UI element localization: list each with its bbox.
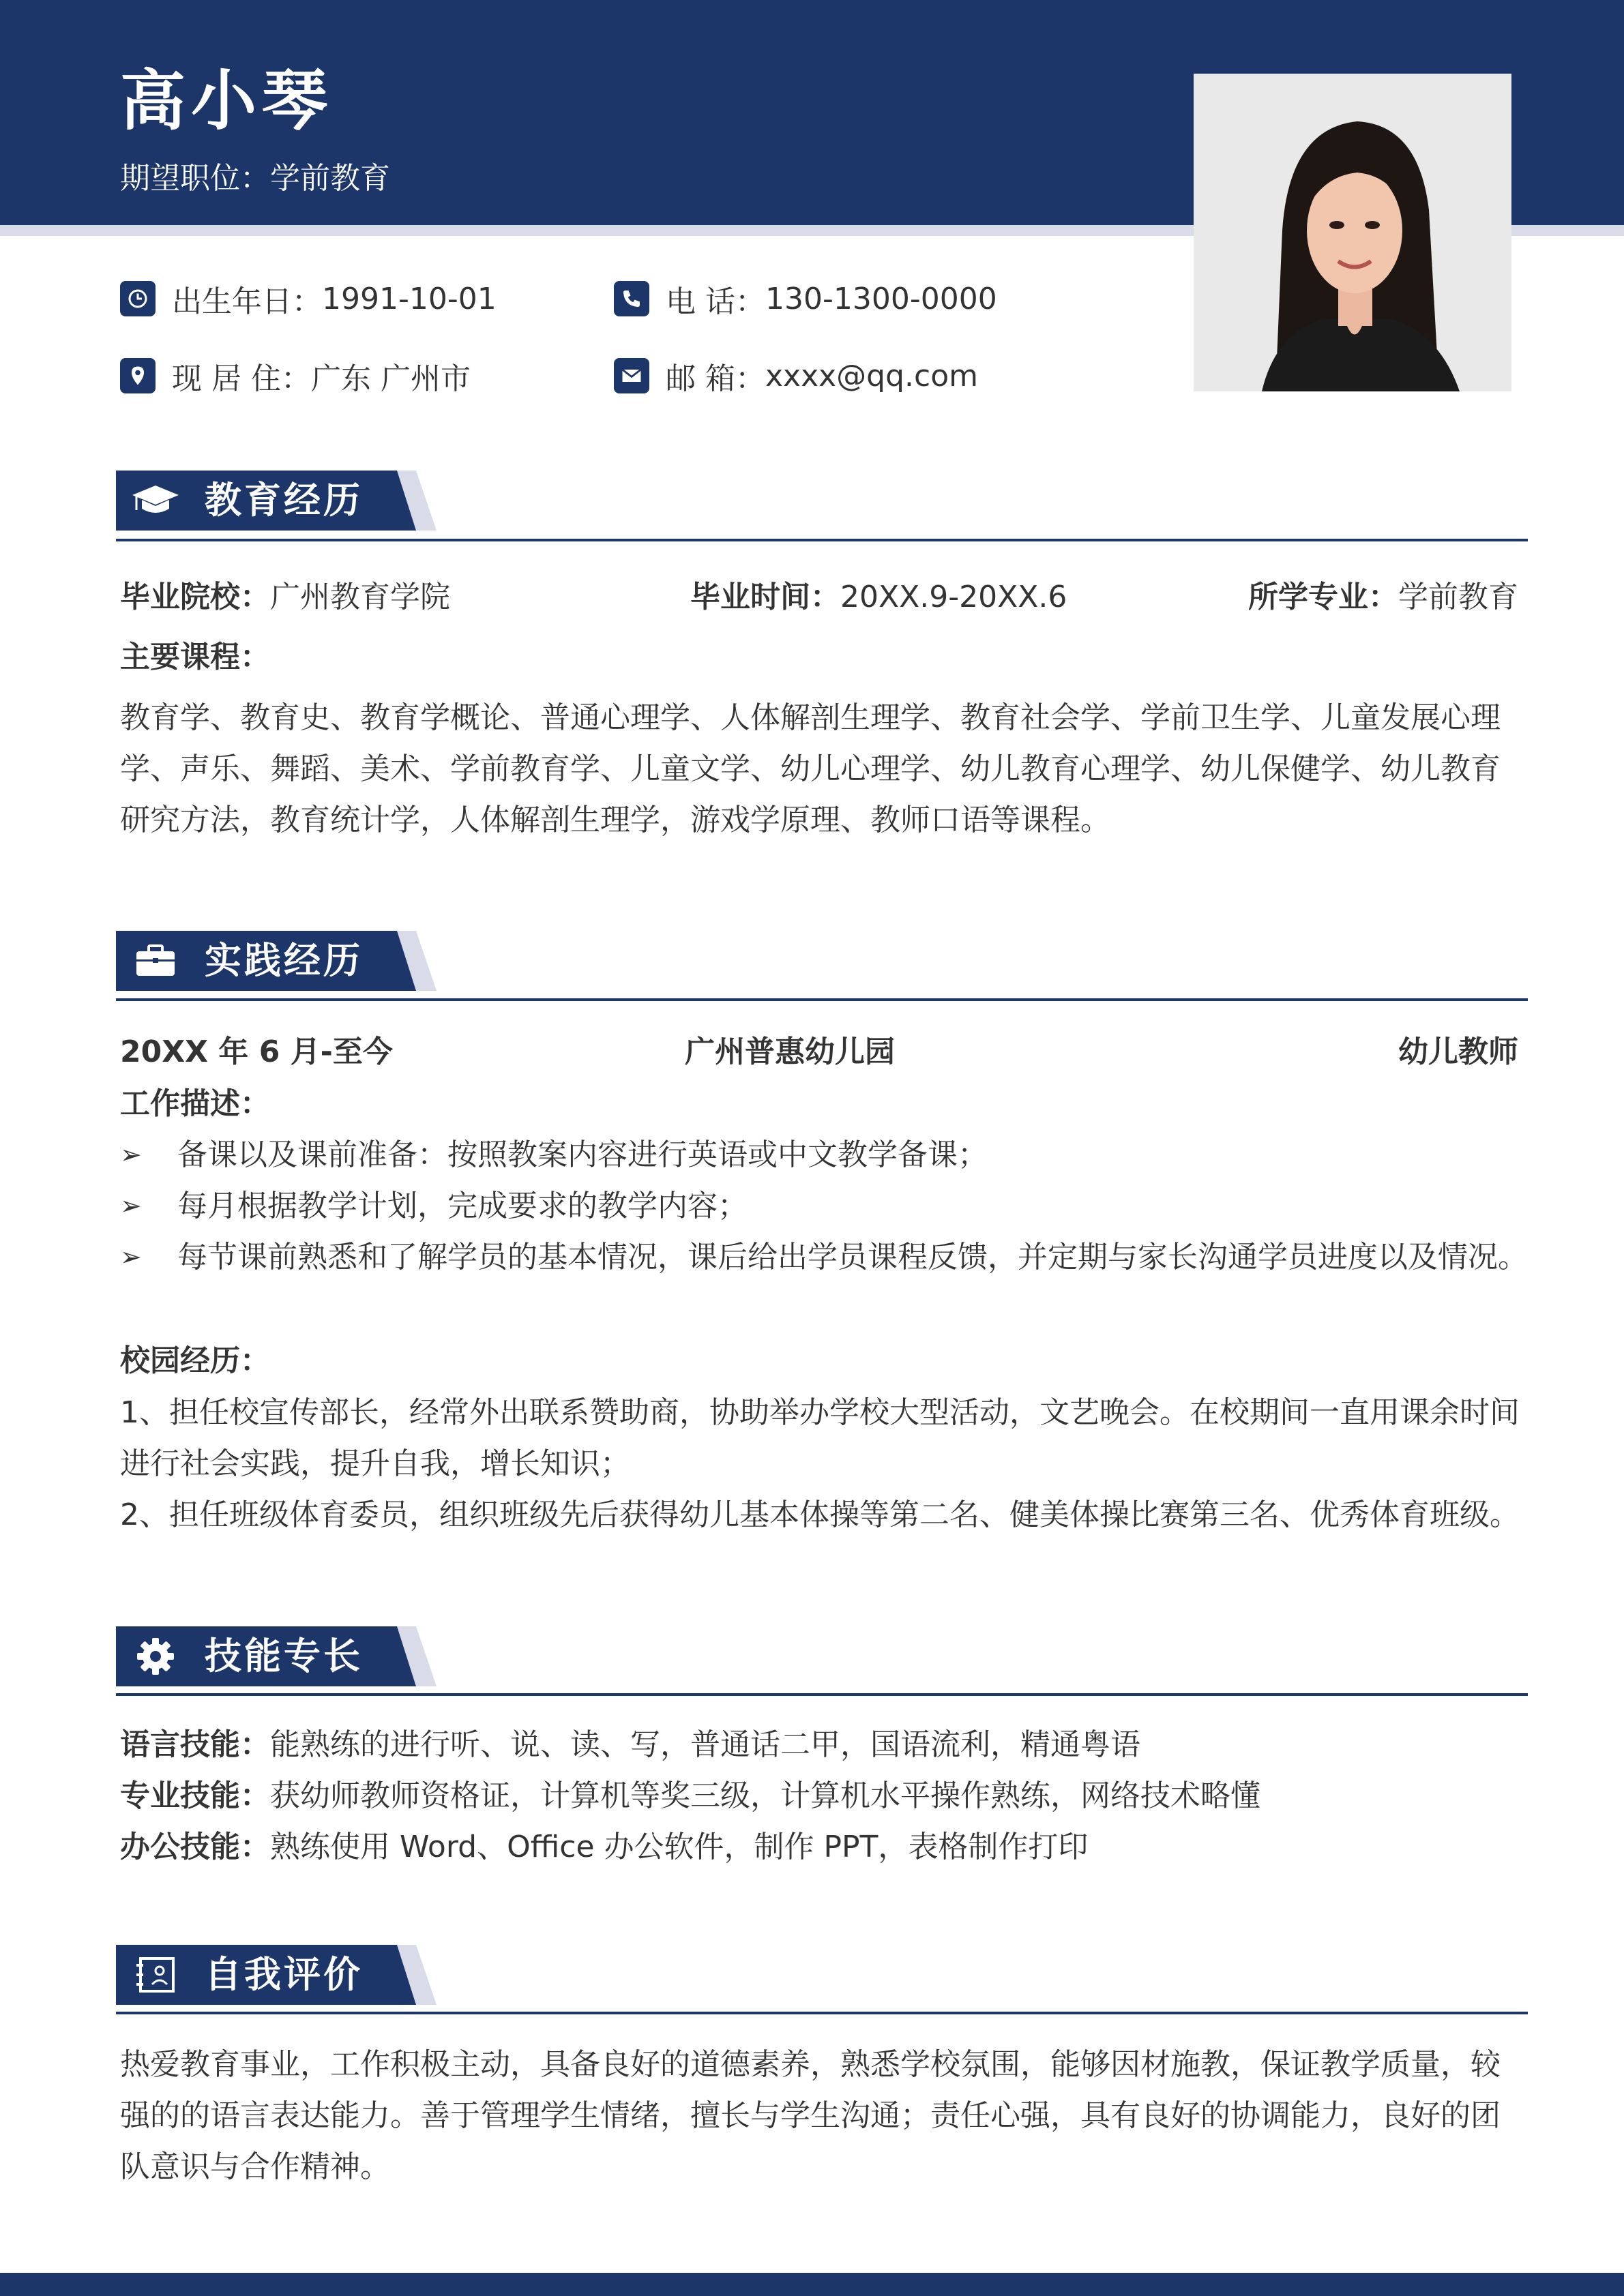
info-location bbox=[120, 355, 471, 396]
skill-value: 熟练使用 Word、Office 办公软件，制作 PPT，表格制作打印 bbox=[270, 1830, 1089, 1864]
job-objective-value: 学前教育 bbox=[270, 161, 390, 196]
practice-period: 20XX 年 6 月-至今 bbox=[120, 1034, 393, 1069]
phone-icon bbox=[614, 281, 649, 316]
work-bullet-text: 每月根据教学计划，完成要求的教学内容； bbox=[177, 1189, 748, 1223]
work-bullet bbox=[120, 1129, 988, 1180]
campus-item: 1、担任校宣传部长，经常外出联系赞助商，协助举办学校大型活动，文艺晚会。在校期间一直用课余时间进行社会实践，提升自我，增长知识； bbox=[120, 1395, 1520, 1481]
edu-major-label: 所学专业： bbox=[1248, 580, 1398, 614]
email-value: xxxx@qq.com bbox=[765, 358, 978, 393]
briefcase-icon bbox=[131, 940, 180, 981]
skill-row bbox=[120, 1719, 1140, 1770]
location-value: 广东 广州市 bbox=[310, 361, 471, 396]
profile-photo bbox=[1194, 74, 1511, 391]
skill-label: 专业技能： bbox=[120, 1778, 270, 1813]
practice-role: 幼儿教师 bbox=[1398, 1034, 1518, 1069]
location-label: 现 居 住： bbox=[172, 361, 311, 396]
clock-icon bbox=[120, 281, 156, 316]
phone-value: 130-1300-0000 bbox=[765, 281, 997, 316]
section-title-self: 自我评价 bbox=[205, 1953, 363, 1996]
skill-label: 办公技能： bbox=[120, 1830, 270, 1864]
skill-row bbox=[120, 1821, 1088, 1873]
edu-major bbox=[1248, 571, 1518, 623]
section-rule-practice bbox=[116, 998, 1528, 1001]
section-header-skills bbox=[116, 1626, 437, 1686]
section-title-skills: 技能专长 bbox=[205, 1635, 363, 1678]
edu-school bbox=[120, 571, 450, 623]
envelope-icon bbox=[614, 358, 649, 393]
campus-item: 2、担任班级体育委员，组织班级先后获得幼儿基本体操等第二名、健美体操比赛第三名、优秀体育班级。 bbox=[120, 1497, 1520, 1532]
skill-label: 语言技能： bbox=[120, 1727, 270, 1762]
section-rule-self bbox=[116, 2012, 1528, 2014]
section-title-education: 教育经历 bbox=[205, 479, 363, 522]
birth-value: 1991-10-01 bbox=[322, 281, 497, 316]
section-header-self bbox=[116, 1945, 437, 2005]
edu-school-value: 广州教育学院 bbox=[270, 580, 450, 614]
courses-label: 主要课程： bbox=[120, 640, 270, 674]
practice-company: 广州普惠幼儿园 bbox=[685, 1034, 895, 1069]
birth-label: 出生年日： bbox=[172, 284, 322, 319]
graduation-cap-icon bbox=[131, 480, 180, 521]
bullet-arrow-icon: ➢ bbox=[120, 1191, 142, 1221]
info-birth bbox=[120, 278, 497, 319]
work-bullet bbox=[120, 1232, 1528, 1283]
section-title-practice: 实践经历 bbox=[205, 939, 363, 982]
self-evaluation-text: 热爱教育事业，工作积极主动，具备良好的道德素养，熟悉学校氛围，能够因材施教，保证教学质量，较强的的语言表达能力。善于管理学生情绪，擅长与学生沟通；责任心强，具有良好的协调能力，良好的团队意识与合作精神。 bbox=[120, 2047, 1501, 2184]
work-desc-label: 工作描述： bbox=[120, 1086, 270, 1121]
info-phone bbox=[614, 278, 997, 319]
phone-label: 电 话： bbox=[666, 284, 765, 319]
bullet-arrow-icon: ➢ bbox=[120, 1242, 142, 1272]
work-bullet-text: 备课以及课前准备：按照教案内容进行英语或中文教学备课； bbox=[177, 1137, 988, 1172]
edu-time bbox=[690, 571, 1067, 623]
edu-time-value: 20XX.9-20XX.6 bbox=[840, 580, 1067, 614]
edu-major-value: 学前教育 bbox=[1398, 580, 1518, 614]
skill-value: 能熟练的进行听、说、读、写，普通话二甲，国语流利，精通粤语 bbox=[270, 1727, 1140, 1762]
gear-icon bbox=[131, 1636, 180, 1677]
section-header-education bbox=[116, 471, 437, 531]
work-bullet bbox=[120, 1180, 748, 1232]
info-email bbox=[614, 355, 978, 396]
email-label: 邮 箱： bbox=[666, 361, 765, 396]
job-objective-label: 期望职位： bbox=[120, 161, 270, 196]
courses-text: 教育学、教育史、教育学概论、普通心理学、人体解剖生理学、教育社会学、学前卫生学、儿童发展心理学、声乐、舞蹈、美术、学前教育学、儿童文学、幼儿心理学、幼儿教育心理学、幼儿保健学、幼儿教育研究方法，教育统计学，人体解剖生理学，游戏学原理、教师口语等课程。 bbox=[120, 700, 1501, 837]
skill-value: 获幼师教师资格证，计算机等奖三级，计算机水平操作熟练，网络技术略懂 bbox=[270, 1778, 1260, 1813]
section-rule-education bbox=[116, 539, 1528, 541]
bullet-arrow-icon: ➢ bbox=[120, 1139, 142, 1169]
candidate-name: 高小琴 bbox=[120, 63, 333, 139]
section-rule-skills bbox=[116, 1693, 1528, 1696]
job-objective bbox=[120, 158, 390, 199]
edu-school-label: 毕业院校： bbox=[120, 580, 270, 614]
footer-band bbox=[0, 2273, 1624, 2296]
profile-card-icon bbox=[131, 1954, 180, 1995]
work-bullet-text: 每节课前熟悉和了解学员的基本情况，课后给出学员课程反馈，并定期与家长沟通学员进度以及情况。 bbox=[177, 1240, 1528, 1274]
location-pin-icon bbox=[120, 358, 156, 393]
campus-label: 校园经历： bbox=[120, 1343, 270, 1378]
skill-row bbox=[120, 1770, 1260, 1821]
section-header-practice bbox=[116, 931, 437, 991]
edu-time-label: 毕业时间： bbox=[690, 580, 840, 614]
